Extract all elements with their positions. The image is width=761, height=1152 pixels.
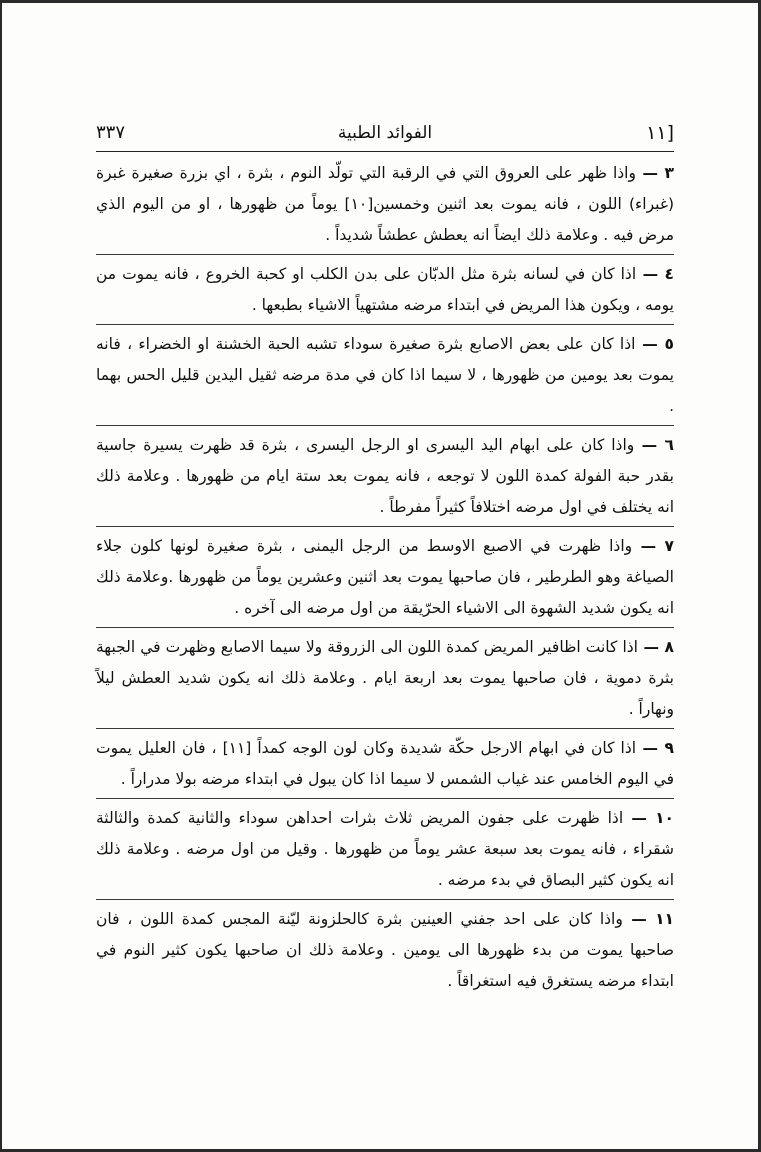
paragraph-9 xyxy=(96,733,674,799)
page-edge-top xyxy=(0,0,761,3)
paragraph-number: ٣ — xyxy=(635,164,674,182)
paragraph-11 xyxy=(96,904,674,997)
paragraph-5 xyxy=(96,329,674,426)
header-rule xyxy=(96,151,674,152)
paragraph-7 xyxy=(96,531,674,628)
paragraph-text: اذا ظهرت على جفون المريض ثلاث بثرات احداهن سوداء والثانية كمدة والثالثة شقراء ، فانه يموت بعد سبعة عشر يوماً من ظهورها . وقيل من اول مرضه . وعلامة ذلك انه يكون كثير البصاق في بدء مرضه . xyxy=(96,809,674,889)
paragraph-number: ٨ — xyxy=(637,638,675,656)
paragraph-10 xyxy=(96,803,674,900)
paragraph-text: اذا كان على بعض الاصابع بثرة صغيرة سوداء تشبه الحبة الخشنة او الخضراء ، فانه يموت بعد يومين من ظهورها ، لا سيما اذا كان في مدة مرضه ثقيل اليدين قليل الحس بهما . xyxy=(96,335,674,415)
paragraph-number: ٩ — xyxy=(636,739,675,757)
paragraph-number: ٦ — xyxy=(634,436,674,454)
paragraph-text: واذا كان على احد جفني العينين بثرة كالحلزونة ليّنة المجس كمدة اللون ، فان صاحبها يموت من بدء ظهورها الى يومين . وعلامة ذلك ان صاحبها يكون كثير النوم في ابتداء مرضه يستغرق فيه استغراقاً . xyxy=(96,910,674,990)
paragraph-number: ٥ — xyxy=(635,335,674,353)
paragraph-6 xyxy=(96,430,674,527)
paragraph-text: واذا كان على ابهام اليد اليسرى او الرجل اليسرى ، بثرة قد ظهرت يسيرة جاسية بقدر حبة الفولة كمدة اللون لا توجعه ، فانه يموت بعد ستة ايام من ظهورها . وعلامة ذلك انه يختلف في اول مرضه اختلافاً كثيراً مفرطاً . xyxy=(96,436,674,516)
paragraph-text: واذا ظهرت في الاصبع الاوسط من الرجل اليمنى ، بثرة صغيرة لونها كلون جلاء الصياغة وهو الطرطير ، فان صاحبها يموت بعد اثنين وعشرين يوماً من ظهورها .وعلامة ذلك انه يكون شديد الشهوة الى الاشياء الحرّيقة من اول مرضه الى آخره . xyxy=(96,537,674,617)
paragraph-number: ٧ — xyxy=(632,537,674,555)
paragraph-3 xyxy=(96,158,674,255)
paragraph-number: ١١ — xyxy=(622,910,675,928)
header-title: الفوائد الطبية xyxy=(337,123,433,143)
paragraph-4 xyxy=(96,259,674,325)
paragraph-number: ١٠ — xyxy=(623,809,674,827)
body-text xyxy=(96,158,674,997)
header-page-number: ٣٣٧ xyxy=(96,122,126,143)
paragraph-text: اذا كان في لسانه بثرة مثل الدبّان على بدن الكلب او كحبة الخروع ، فانه يموت من يومه ، ويكون هذا المريض في ابتداء مرضه مشتهياً الاشياء بطبعها . xyxy=(96,265,674,314)
paragraph-number: ٤ — xyxy=(636,265,674,283)
header-page-bracket: [١١ xyxy=(646,122,674,144)
paragraph-text: اذا كان في ابهام الارجل حكّة شديدة وكان لون الوجه كمداً [١١] ، فان العليل يموت في اليوم الخامس عند غياب الشمس لا سيما اذا كان يبول في ابتداء مرضه بولا مدراراً . xyxy=(96,739,674,788)
paragraph-text: اذا كانت اظافير المريض كمدة اللون الى الزروقة ولا سيما الاصابع وظهرت في الجبهة بثرة دموية ، فان صاحبها يموت بعد اربعة ايام . وعلامة ذلك انه يكون شديد العطش ليلاً ونهاراً . xyxy=(96,638,674,718)
paragraph-text: واذا ظهر على العروق التي في الرقبة التي تولّد النوم ، بثرة ، اي بزرة صغيرة غبرة (غبراء) اللون ، فانه يموت بعد اثنين وخمسين[١٠] يوماً من ظهورها ، او من اليوم الذي مرض فيه . وعلامة ذلك ايضاً انه يعطش عطشاً شديداً . xyxy=(96,164,674,244)
page-edge-left xyxy=(0,0,2,1152)
paragraph-8 xyxy=(96,632,674,729)
running-head xyxy=(96,118,674,148)
